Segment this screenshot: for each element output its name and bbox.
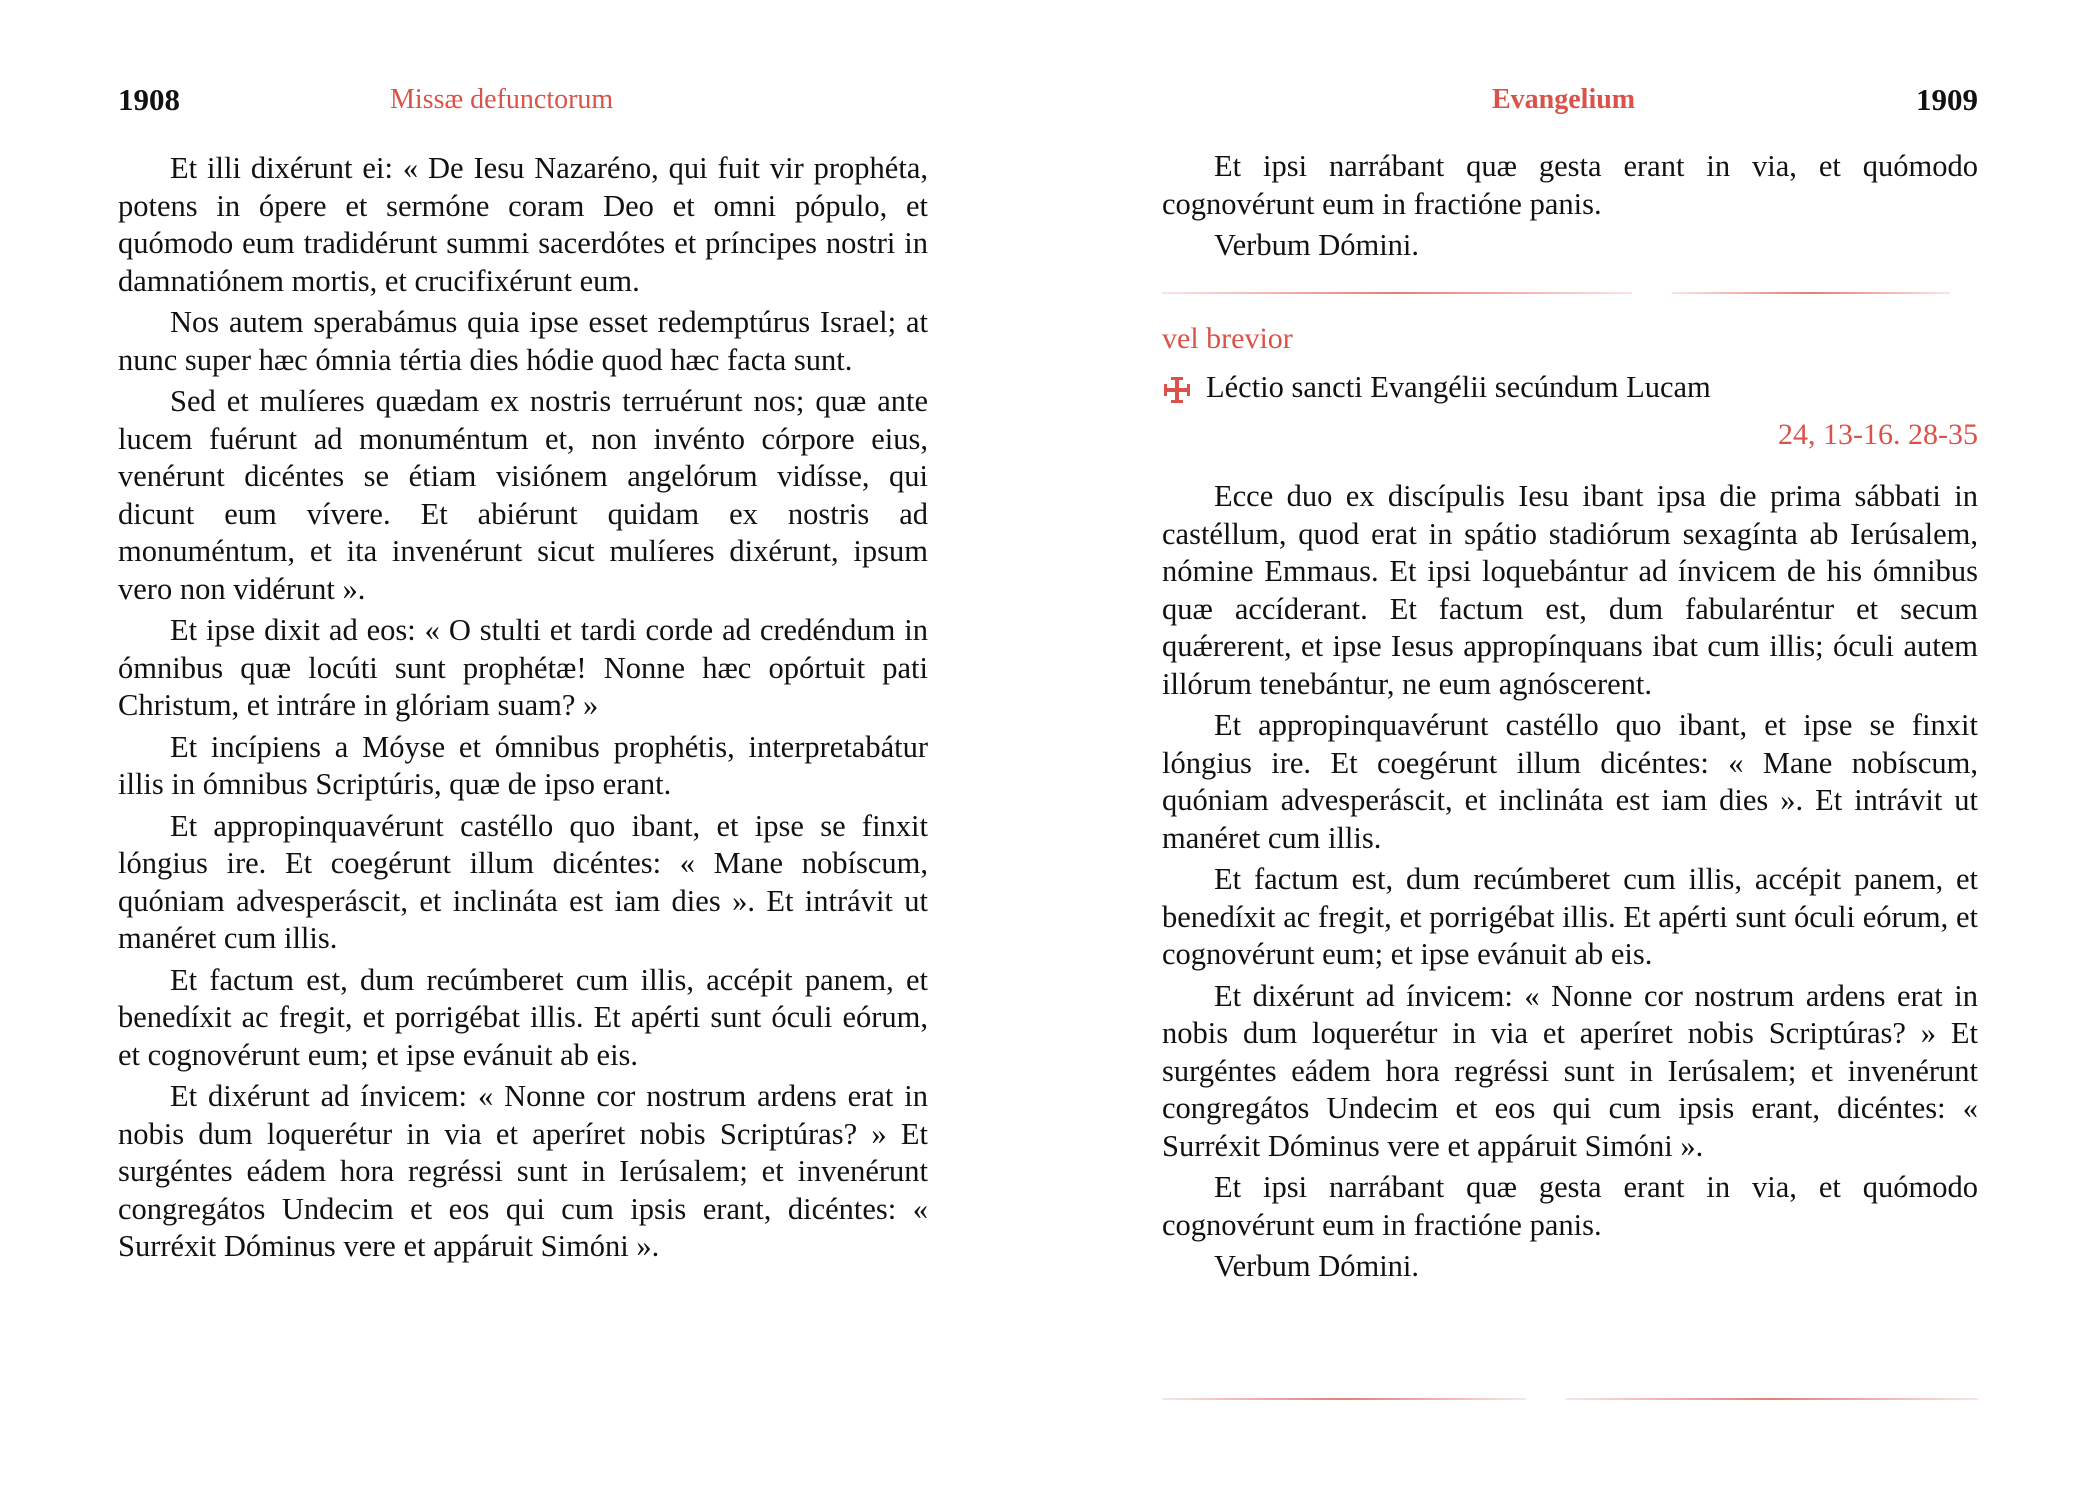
alt-reading-heading: vel brevior [1162,322,1293,355]
closing-formula: Verbum Dómini. [1214,228,1420,262]
paragraph: Et illi dixérunt ei: « De Iesu Nazaréno, qui fuit vir prophéta, potens in ópere et sermóne coram Deo et omni pópulo, et quómodo eum tradidérunt summi sacerdótes et príncipes nostri in damnatiónem mortis, et crucifixérunt eum. [118,151,928,298]
paragraph: Et ipsi narrábant quæ gesta erant in via, et quómodo cognovérunt eum in fractióne panis. [1162,149,1978,221]
reading-title-text: Léctio sancti Evangélii secúndum Lucam [1206,370,1711,404]
paragraph: Et ipsi narrábant quæ gesta erant in via, et quómodo cognovérunt eum in fractióne panis. [1162,1170,1978,1242]
paragraph: Et dixérunt ad ínvicem: « Nonne cor nostrum ardens erat in nobis dum loquerétur in via et aperíret nobis Scriptúras? » Et surgéntes eádem hora regréssi sunt in Ierúsalem; et invenérunt congregátos Undecim et eos qui cum ipsis erant, dicéntes: « Surréxit Dóminus vere et appáruit Simóni ». [1162,978,1978,1163]
section-divider [1162,292,1978,294]
scripture-reference: 24, 13-16. 28-35 [1778,418,1978,451]
section-divider [1162,1398,1978,1400]
page-number: 1908 [118,82,180,117]
right-page [1162,0,1978,1500]
closing-formula: Verbum Dómini. [1214,1249,1420,1283]
left-page [118,0,928,1500]
right-text-body [1162,478,1978,1290]
paragraph: Et incípiens a Móyse et ómnibus prophétis, interpretabátur illis in ómnibus Scriptúris, quæ de ipso erant. [118,729,928,801]
right-top-text [1162,148,1978,269]
paragraph: Et appropinquavérunt castéllo quo ibant, et ipse se finxit lóngius ire. Et coegérunt illum dicéntes: « Mane nobíscum, quóniam advesperáscit, et inclináta est iam dies ». Et intrávit ut manéret cum illis. [1162,708,1978,855]
reading-title [1162,370,1711,405]
page-number: 1909 [1916,82,1978,117]
paragraph: Et appropinquavérunt castéllo quo ibant, et ipse se finxit lóngius ire. Et coegérunt illum dicéntes: « Mane nobíscum, quóniam advesperáscit, et inclináta est iam dies ». Et intrávit ut manéret cum illis. [118,808,928,955]
paragraph: Nos autem sperabámus quia ipse esset redemptúrus Israel; at nunc super hæc ómnia tértia dies hódie quod hæc facta sunt. [118,305,928,377]
paragraph: Et factum est, dum recúmberet cum illis, accépit panem, et benedíxit ac fregit, et porrigébat illis. Et apérti sunt óculi eórum, et cognovérunt eum; et ipse evánuit ab eis. [118,962,928,1072]
cross-potent-icon [1162,375,1192,405]
left-text-body [118,150,928,1270]
left-header [118,82,928,122]
paragraph: Et dixérunt ad ínvicem: « Nonne cor nostrum ardens erat in nobis dum loquerétur in via et aperíret nobis Scriptúras? » Et surgéntes eádem hora regréssi sunt in Ierúsalem; et invenérunt congregátos Undecim et eos qui cum ipsis erant, dicéntes: « Surréxit Dóminus vere et appáruit Simóni ». [118,1079,928,1263]
right-header [1162,82,1978,122]
paragraph: Et ipse dixit ad eos: « O stulti et tardi corde ad credéndum in ómnibus quæ locúti sunt prophétæ! Nonne hæc opórtuit pati Christum, et intráre in glóriam suam? » [118,613,928,722]
running-head: Missæ defunctorum [390,84,614,115]
paragraph: Et factum est, dum recúmberet cum illis, accépit panem, et benedíxit ac fregit, et porrigébat illis. Et apérti sunt óculi eórum, et cognovérunt eum; et ipse evánuit ab eis. [1162,862,1978,971]
paragraph: Ecce duo ex discípulis Iesu ibant ipsa die prima sábbati in castéllum, quod erat in spátio stadiórum sexagínta ab Ierúsalem, nómine Emmaus. Et ipsi loquebántur ad ínvicem de his ómnibus quæ accíderant. Et factum est, dum fabularéntur et secum quǽrerent, et ipse Iesus appropínquans ibat cum illis; óculi autem illórum tenebántur, ne eum agnóscerent. [1162,479,1978,701]
running-head: Evangelium [1492,84,1636,115]
paragraph: Sed et mulíeres quædam ex nostris terruérunt nos; quæ ante lucem fuérunt ad monuméntum et, non invénto córpore eius, venérunt dicéntes se étiam visiónem angelórum vidísse, qui dicunt eum vívere. Et abiérunt quidam ex nostris ad monuméntum, et ita invenérunt sicut mulíeres dixérunt, ipsum vero non vidérunt ». [118,384,928,606]
